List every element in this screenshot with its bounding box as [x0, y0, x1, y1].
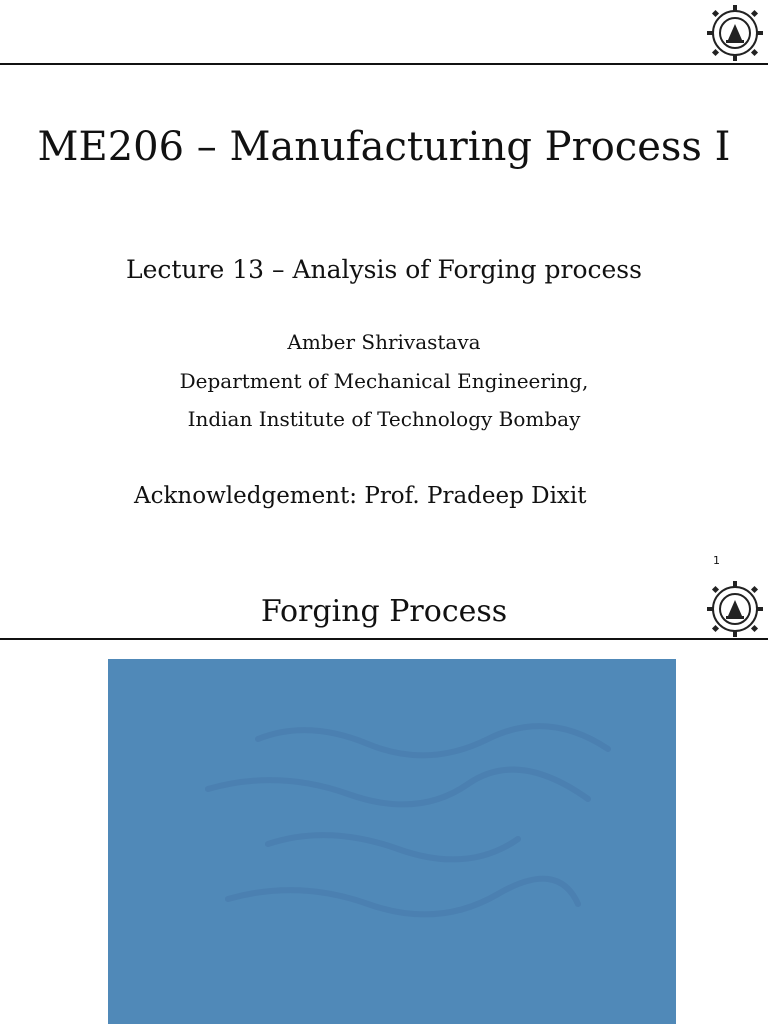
author-name: Amber Shrivastava	[287, 330, 481, 354]
header-divider	[0, 63, 768, 65]
iit-bombay-logo-icon	[704, 578, 766, 640]
slide-title: Forging Process	[260, 594, 508, 629]
video-placeholder[interactable]	[108, 659, 676, 1024]
faded-video-overlay	[108, 659, 676, 1024]
lecture-title: Lecture 13 – Analysis of Forging process	[126, 255, 642, 284]
page-number: 1	[713, 554, 720, 567]
iit-bombay-logo-icon	[704, 2, 766, 64]
course-title: ME206 – Manufacturing Process I	[37, 124, 731, 170]
department-name: Department of Mechanical Engineering,	[179, 369, 589, 393]
slide-2	[0, 576, 768, 1024]
institute-name: Indian Institute of Technology Bombay	[187, 407, 581, 431]
acknowledgement: Acknowledgement: Prof. Pradeep Dixit	[134, 483, 587, 509]
header-divider	[0, 638, 768, 640]
